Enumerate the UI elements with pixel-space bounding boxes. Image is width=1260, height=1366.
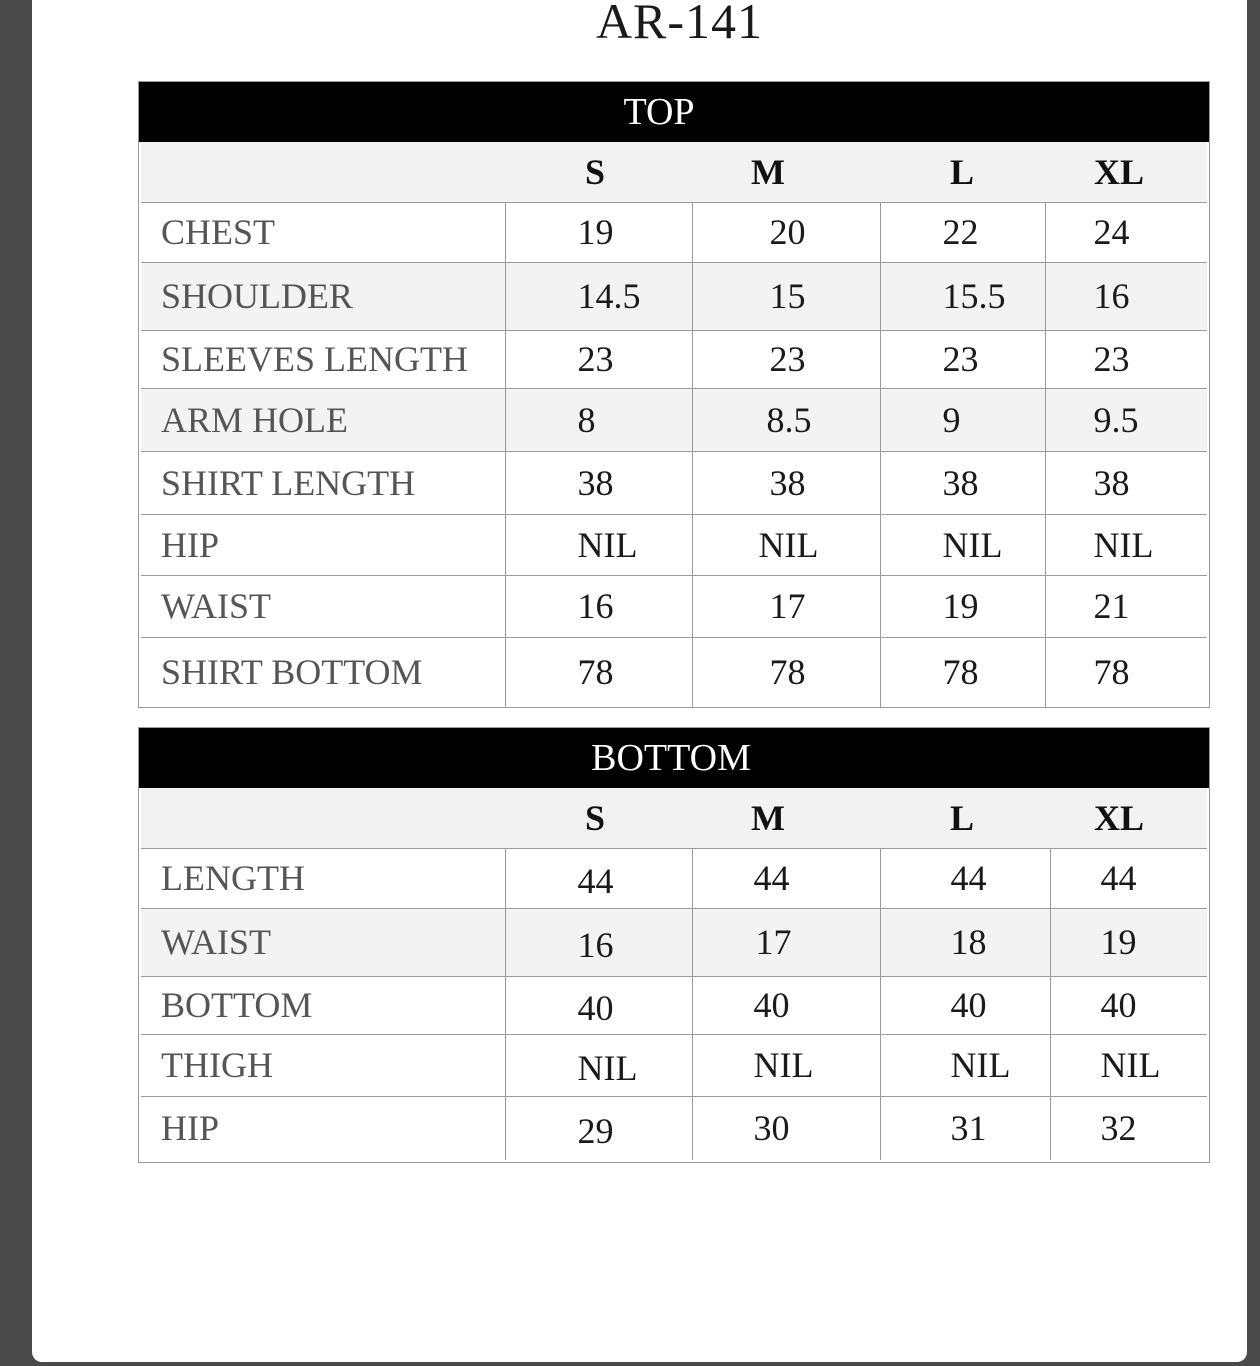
- product-code-title: AR-141: [595, 0, 764, 49]
- measurement-value: 40: [1050, 976, 1207, 1034]
- measurement-value: 19: [1050, 908, 1207, 976]
- measurement-value: 8: [505, 388, 692, 451]
- measurement-value: NIL: [1045, 514, 1207, 575]
- measurement-value: 78: [1045, 637, 1207, 707]
- top-size-header-row: [141, 142, 1207, 202]
- bottom-size-table: [141, 788, 1207, 1160]
- measurement-value: 38: [505, 451, 692, 514]
- bottom-size-header-row: [141, 788, 1207, 848]
- bottom-row-waist: [141, 908, 1207, 976]
- bottom-size-l: L: [880, 788, 1050, 848]
- measurement-value: NIL: [505, 514, 692, 575]
- measurement-value: 40: [692, 976, 880, 1034]
- measurement-value: 38: [692, 451, 880, 514]
- top-row-waist: [141, 575, 1207, 637]
- measurement-label: CHEST: [141, 202, 505, 262]
- measurement-label: LENGTH: [141, 848, 505, 908]
- top-chart-heading: TOP: [139, 82, 1209, 142]
- measurement-value: 22: [880, 202, 1045, 262]
- measurement-value: 78: [505, 637, 692, 707]
- measurement-label: THIGH: [141, 1034, 505, 1096]
- measurement-value: NIL: [692, 1034, 880, 1096]
- measurement-value: 16: [1045, 262, 1207, 330]
- bottom-chart-heading: BOTTOM: [139, 728, 1209, 788]
- top-size-header-blank: [141, 142, 505, 202]
- measurement-value: 14.5: [505, 262, 692, 330]
- top-row-sleeves-length: [141, 330, 1207, 388]
- measurement-value: 24: [1045, 202, 1207, 262]
- measurement-value: 15.5: [880, 262, 1045, 330]
- top-row-chest: [141, 202, 1207, 262]
- top-row-hip: [141, 514, 1207, 575]
- size-chart-sheet: [32, 0, 1247, 1362]
- measurement-value: 44: [692, 848, 880, 908]
- measurement-label: ARM HOLE: [141, 388, 505, 451]
- measurement-value: NIL: [505, 1034, 692, 1096]
- measurement-value: 23: [880, 330, 1045, 388]
- measurement-value: 18: [880, 908, 1050, 976]
- measurement-value: NIL: [880, 514, 1045, 575]
- bottom-size-header-blank: [141, 788, 505, 848]
- bottom-row-hip: [141, 1096, 1207, 1160]
- top-size-table: [141, 142, 1207, 707]
- measurement-value: 44: [1050, 848, 1207, 908]
- measurement-value: 15: [692, 262, 880, 330]
- measurement-label: SLEEVES LENGTH: [141, 330, 505, 388]
- top-row-shirt-length: [141, 451, 1207, 514]
- top-row-shirt-bottom: [141, 637, 1207, 707]
- measurement-value: 40: [880, 976, 1050, 1034]
- measurement-value: 30: [692, 1096, 880, 1160]
- bottom-size-s: S: [505, 788, 692, 848]
- measurement-value: 38: [1045, 451, 1207, 514]
- measurement-value: 44: [505, 848, 692, 908]
- measurement-value: 38: [880, 451, 1045, 514]
- measurement-value: 16: [505, 575, 692, 637]
- measurement-value: 21: [1045, 575, 1207, 637]
- measurement-value: NIL: [1050, 1034, 1207, 1096]
- bottom-row-thigh: [141, 1034, 1207, 1096]
- measurement-label: HIP: [141, 514, 505, 575]
- measurement-value: 31: [880, 1096, 1050, 1160]
- measurement-label: HIP: [161, 1108, 220, 1149]
- measurement-label: WAIST: [141, 575, 505, 637]
- measurement-value: 8.5: [692, 388, 880, 451]
- measurement-label: SHIRT LENGTH: [141, 451, 505, 514]
- measurement-value: 17: [692, 908, 880, 976]
- measurement-value: 78: [692, 637, 880, 707]
- top-row-arm-hole: [141, 388, 1207, 451]
- top-size-s: S: [505, 142, 692, 202]
- measurement-value: 23: [692, 330, 880, 388]
- measurement-label: SHIRT BOTTOM: [161, 652, 423, 693]
- bottom-row-length: [141, 848, 1207, 908]
- measurement-value: 9: [880, 388, 1045, 451]
- measurement-label: WAIST: [141, 908, 505, 976]
- measurement-value: 19: [880, 575, 1045, 637]
- top-size-l: L: [880, 142, 1045, 202]
- measurement-value: 17: [692, 575, 880, 637]
- measurement-value: 9.5: [1045, 388, 1207, 451]
- measurement-value: 16: [505, 908, 692, 976]
- measurement-label: SHOULDER: [141, 262, 505, 330]
- top-size-chart: [138, 81, 1210, 708]
- top-row-shoulder: [141, 262, 1207, 330]
- measurement-value: 20: [692, 202, 880, 262]
- measurement-value: 32: [1050, 1096, 1207, 1160]
- measurement-value: 78: [880, 637, 1045, 707]
- bottom-size-xl: XL: [1050, 788, 1207, 848]
- measurement-value: NIL: [880, 1034, 1050, 1096]
- measurement-value: 23: [1045, 330, 1207, 388]
- bottom-size-m: M: [692, 788, 880, 848]
- measurement-value: 40: [505, 976, 692, 1034]
- bottom-size-chart: [138, 727, 1210, 1163]
- bottom-row-bottom: [141, 976, 1207, 1034]
- measurement-label: BOTTOM: [141, 976, 505, 1034]
- top-size-xl: XL: [1045, 142, 1207, 202]
- measurement-value: 19: [505, 202, 692, 262]
- measurement-value: NIL: [692, 514, 880, 575]
- measurement-value: 44: [880, 848, 1050, 908]
- top-size-m: M: [692, 142, 880, 202]
- measurement-value: 29: [505, 1096, 692, 1160]
- measurement-value: 23: [505, 330, 692, 388]
